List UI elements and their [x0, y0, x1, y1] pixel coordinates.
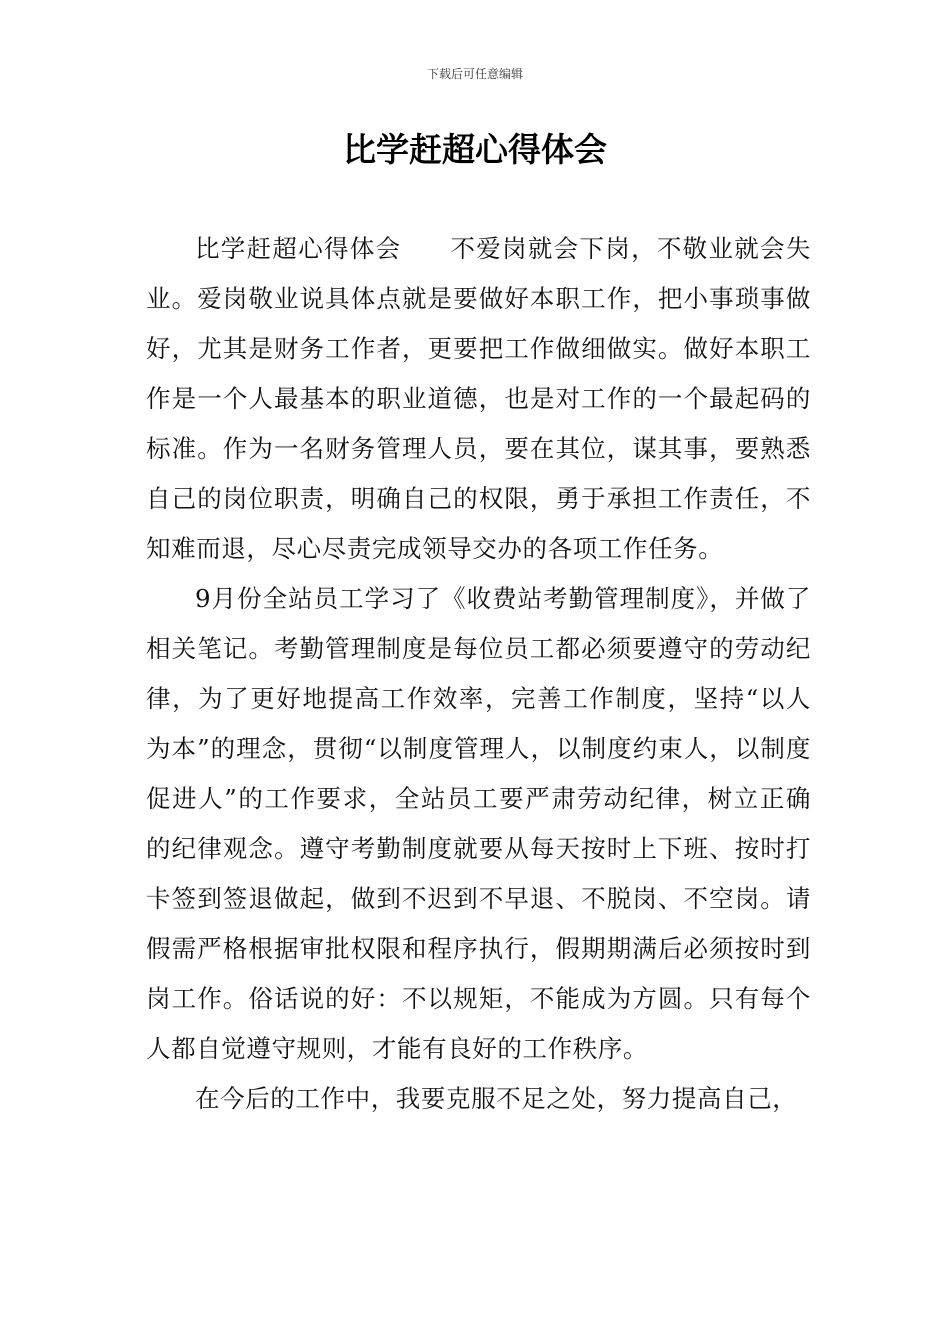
paragraph-text: 9月份全站员工学习了《收费站考勤管理制度》，并做了相关笔记。考勤管理制度是每位员工都必须要遵守的劳动纪律，为了更好地提高工作效率，完善工作制度，坚持“以人为本”的理念，贯彻“以制度管理人，以制度约束人，以制度促进人”的工作要求，全站员工要严肃劳动纪律，树立正确的纪律观念。遵守考勤制度就要从每天按时上下班、按时打卡签到签退做起，做到不迟到不早退、不脱岗、不空岗。请假需严格根据审批权限和程序执行，假期期满后必须按时到岗工作。俗话说的好：不以规矩，不能成为方圆。只有每个人都自觉遵守规则，才能有良好的工作秩序。	[146, 584, 811, 1063]
paragraph-2	[146, 574, 811, 1074]
paragraph-1	[146, 224, 811, 574]
paragraph-3	[146, 1074, 811, 1124]
paragraph-text: 不爱岗就会下岗，不敬业就会失业。爱岗敬业说具体点就是要做好本职工作，把小事琐事做好，尤其是财务工作者，更要把工作做细做实。做好本职工作是一个人最基本的职业道德，也是对工作的一个最起码的标准。作为一名财务管理人员，要在其位，谋其事，要熟悉自己的岗位职责，明确自己的权限，勇于承担工作责任，不知难而退，尽心尽责完成领导交办的各项工作任务。	[146, 234, 811, 563]
document-body	[146, 224, 811, 1124]
paragraph-lead: 比学赶超心得体会	[195, 234, 402, 263]
paragraph-text: 在今后的工作中，我要克服不足之处，努力提高自己，	[195, 1084, 798, 1113]
page-title: 比学赶超心得体会	[343, 130, 607, 169]
header-note: 下载后可任意编辑	[426, 67, 523, 81]
